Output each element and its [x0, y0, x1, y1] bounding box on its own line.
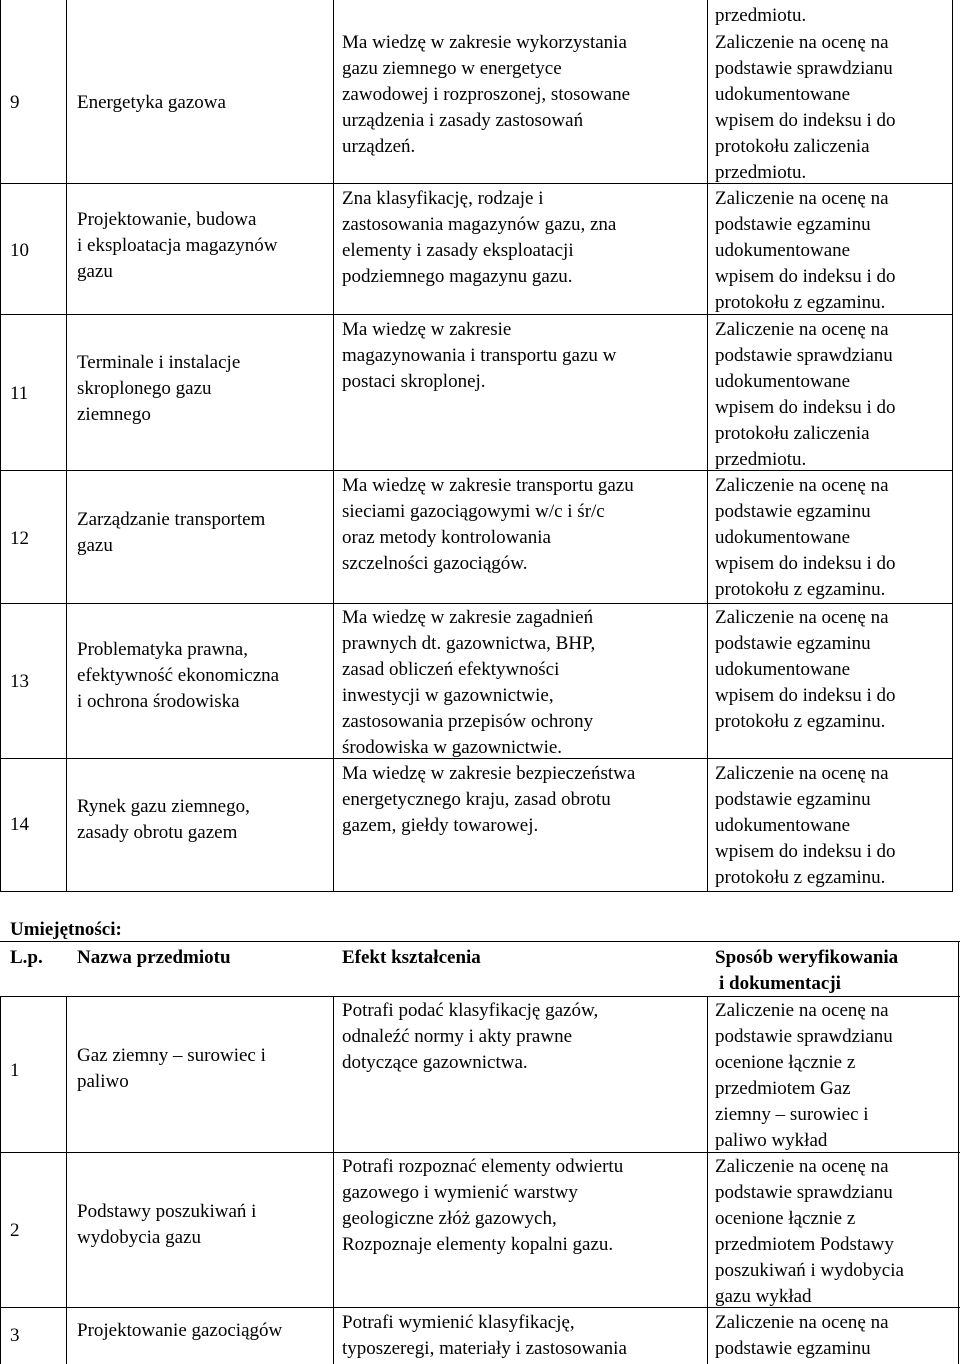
- cell-line: zasad obliczeń efektywności: [342, 659, 560, 680]
- cell-line: skroplonego gazu: [77, 378, 212, 399]
- row-number: 10: [10, 240, 29, 261]
- subject-name: [77, 794, 250, 846]
- cell-line: paliwo: [77, 1071, 129, 1092]
- cell-line: elementy i zasady eksploatacji: [342, 240, 574, 261]
- cell-line: Ma wiedzę w zakresie wykorzystania: [342, 32, 627, 53]
- row-number: 12: [10, 528, 29, 549]
- cell-line: efektywność ekonomiczna: [77, 665, 280, 686]
- cell-line: paliwo wykład: [715, 1130, 828, 1151]
- cell-line: Zaliczenie na ocenę na: [715, 763, 889, 784]
- cell-line: i ochrona środowiska: [77, 691, 240, 712]
- cell-line: przedmiotu.: [715, 449, 807, 470]
- cell-line: Problematyka prawna,: [77, 639, 248, 660]
- verification-cell: [715, 186, 896, 316]
- cell-line: Zaliczenie na ocenę na: [715, 319, 889, 340]
- cell-line: Potrafi rozpoznać elementy odwiertu: [342, 1156, 624, 1177]
- subject-name: [77, 1199, 256, 1251]
- subject-name: [77, 350, 240, 428]
- cell-line: protokołu z egzaminu.: [715, 292, 886, 313]
- subject-name: [77, 90, 226, 116]
- cell-line: protokołu zaliczenia: [715, 136, 870, 157]
- cell-line: dotyczące gazownictwa.: [342, 1052, 528, 1073]
- verification-cell: [715, 1310, 889, 1362]
- verification-cell: [715, 998, 893, 1154]
- cell-line: Ma wiedzę w zakresie zagadnień: [342, 607, 594, 628]
- verification-cell: [715, 30, 896, 186]
- cell-line: podstawie egzaminu: [715, 501, 871, 522]
- cell-line: podstawie egzaminu: [715, 214, 871, 235]
- header-subject-name: Nazwa przedmiotu: [77, 947, 231, 968]
- verification-cell: [715, 761, 896, 891]
- cell-line: wpisem do indeksu i do: [715, 397, 896, 418]
- cell-line: Podstawy poszukiwań i: [77, 1201, 257, 1222]
- cell-line: wpisem do indeksu i do: [715, 553, 896, 574]
- cell-line: podstawie egzaminu: [715, 789, 871, 810]
- cell-line: Rynek gazu ziemnego,: [77, 796, 250, 817]
- cell-line: gazem, giełdy towarowej.: [342, 815, 539, 836]
- cell-line: Rozpoznaje elementy kopalni gazu.: [342, 1234, 614, 1255]
- cell-line: protokołu z egzaminu.: [715, 711, 886, 732]
- cell-line: przedmiotem Gaz: [715, 1078, 851, 1099]
- cell-line: Ma wiedzę w zakresie transportu gazu: [342, 475, 634, 496]
- cell-line: zawodowej i rozproszonej, stosowane: [342, 84, 631, 105]
- cell-line: Ma wiedzę w zakresie: [342, 319, 512, 340]
- subject-name: [77, 1043, 266, 1095]
- cell-line: podstawie egzaminu: [715, 633, 871, 654]
- cell-line: udokumentowane: [715, 527, 851, 548]
- cell-line: magazynowania i transportu gazu w: [342, 345, 617, 366]
- cell-line: wpisem do indeksu i do: [715, 266, 896, 287]
- cell-line: ziemny – surowiec i: [715, 1104, 869, 1125]
- cell-line: udokumentowane: [715, 84, 851, 105]
- cell-line: gazu wykład: [715, 1286, 812, 1307]
- cell-line: wpisem do indeksu i do: [715, 685, 896, 706]
- table-border: [707, 996, 708, 1364]
- row-divider: [0, 603, 953, 604]
- row-number: 13: [10, 671, 29, 692]
- row-number: 1: [10, 1060, 20, 1081]
- row-divider: [0, 891, 953, 892]
- cell-line: ocenione łącznie z: [715, 1052, 856, 1073]
- cell-line: udokumentowane: [715, 371, 851, 392]
- cell-line: Zaliczenie na ocenę na: [715, 607, 889, 628]
- header-lp: L.p.: [10, 947, 43, 968]
- cell-line: oraz metody kontrolowania: [342, 527, 551, 548]
- cell-line: Gaz ziemny – surowiec i: [77, 1045, 266, 1066]
- subject-name: [77, 637, 279, 715]
- subject-name: [77, 507, 265, 559]
- cell-line: udokumentowane: [715, 240, 851, 261]
- learning-effect: [342, 998, 598, 1076]
- learning-effect: [342, 761, 635, 839]
- cell-line: gazu: [77, 535, 113, 556]
- row-number: 9: [10, 92, 20, 113]
- cell-line: Projektowanie gazociągów: [77, 1320, 283, 1341]
- cell-line: Energetyka gazowa: [77, 92, 226, 113]
- row-number: 2: [10, 1220, 20, 1241]
- cell-line: Projektowanie, budowa: [77, 209, 257, 230]
- cell-line: wpisem do indeksu i do: [715, 110, 896, 131]
- cell-line: podstawie sprawdzianu: [715, 58, 893, 79]
- learning-effect: [342, 317, 616, 395]
- cell-line: Zaliczenie na ocenę na: [715, 1312, 889, 1333]
- row-number: 11: [10, 383, 29, 404]
- cell-line: podziemnego magazynu gazu.: [342, 266, 573, 287]
- cell-line: geologiczne złóż gazowych,: [342, 1208, 557, 1229]
- cell-line: przedmiotem Podstawy: [715, 1234, 894, 1255]
- verification-cell: [715, 3, 806, 29]
- verification-cell: [715, 473, 896, 603]
- cell-line: Terminale i instalacje: [77, 352, 241, 373]
- learning-effect: [342, 473, 634, 577]
- cell-line: protokołu z egzaminu.: [715, 867, 886, 888]
- cell-line: środowiska w gazownictwie.: [342, 737, 563, 758]
- cell-line: Zna klasyfikację, rodzaje i: [342, 188, 544, 209]
- cell-line: przedmiotu.: [715, 5, 807, 26]
- cell-line: podstawie egzaminu: [715, 1338, 871, 1359]
- cell-line: ziemnego: [77, 404, 151, 425]
- cell-line: Zaliczenie na ocenę na: [715, 475, 889, 496]
- cell-line: Zaliczenie na ocenę na: [715, 188, 889, 209]
- learning-effect: [342, 605, 595, 761]
- table-border: [958, 941, 959, 1364]
- cell-line: protokołu zaliczenia: [715, 423, 870, 444]
- table-border: [66, 996, 67, 1364]
- learning-effect: [342, 1154, 623, 1258]
- section-heading: Umiejętności:: [10, 919, 122, 940]
- cell-line: podstawie sprawdzianu: [715, 1182, 893, 1203]
- cell-line: zasady obrotu gazem: [77, 822, 238, 843]
- cell-line: Zaliczenie na ocenę na: [715, 1156, 889, 1177]
- cell-line: Sposób weryfikowania: [715, 947, 899, 968]
- cell-line: sieciami gazociągowymi w/c i śr/c: [342, 501, 605, 522]
- cell-line: typoszeregi, materiały i zastosowania: [342, 1338, 627, 1359]
- cell-line: inwestycji w gazownictwie,: [342, 685, 554, 706]
- cell-line: urządzenia i zasady zastosowań: [342, 110, 584, 131]
- cell-line: Potrafi podać klasyfikację gazów,: [342, 1000, 599, 1021]
- cell-line: szczelności gazociągów.: [342, 553, 528, 574]
- verification-cell: [715, 605, 896, 735]
- cell-line: gazu ziemnego w energetyce: [342, 58, 562, 79]
- learning-effect: [342, 1310, 627, 1362]
- cell-line: zastosowania magazynów gazu, zna: [342, 214, 617, 235]
- header-verification: [715, 945, 898, 997]
- cell-line: urządzeń.: [342, 136, 416, 157]
- cell-line: udokumentowane: [715, 815, 851, 836]
- cell-line: gazu: [77, 261, 113, 282]
- subject-name: [77, 1318, 282, 1344]
- cell-line: przedmiotu.: [715, 162, 807, 183]
- row-number: 14: [10, 814, 29, 835]
- table-border: [0, 941, 960, 942]
- cell-line: Ma wiedzę w zakresie bezpieczeństwa: [342, 763, 636, 784]
- cell-line: poszukiwań i wydobycia: [715, 1260, 904, 1281]
- header-learning-effect: Efekt kształcenia: [342, 947, 481, 968]
- learning-effect: [342, 186, 616, 290]
- row-number: 3: [10, 1325, 20, 1346]
- cell-line: i dokumentacji: [719, 973, 841, 994]
- verification-cell: [715, 317, 896, 473]
- cell-line: Zaliczenie na ocenę na: [715, 1000, 889, 1021]
- table-border: [0, 996, 1, 1364]
- cell-line: ocenione łącznie z: [715, 1208, 856, 1229]
- cell-line: podstawie sprawdzianu: [715, 1026, 893, 1047]
- cell-line: prawnych dt. gazownictwa, BHP,: [342, 633, 596, 654]
- table-border: [333, 996, 334, 1364]
- cell-line: gazowego i wymienić warstwy: [342, 1182, 578, 1203]
- cell-line: wpisem do indeksu i do: [715, 841, 896, 862]
- cell-line: zastosowania przepisów ochrony: [342, 711, 594, 732]
- verification-cell: [715, 1154, 904, 1310]
- learning-effect: [342, 30, 630, 160]
- cell-line: energetycznego kraju, zasad obrotu: [342, 789, 611, 810]
- cell-line: Potrafi wymienić klasyfikację,: [342, 1312, 575, 1333]
- cell-line: odnaleźć normy i akty prawne: [342, 1026, 573, 1047]
- cell-line: Zarządzanie transportem: [77, 509, 266, 530]
- cell-line: i eksploatacja magazynów: [77, 235, 278, 256]
- cell-line: protokołu z egzaminu.: [715, 579, 886, 600]
- subject-name: [77, 207, 277, 285]
- cell-line: postaci skroplonej.: [342, 371, 486, 392]
- cell-line: podstawie sprawdzianu: [715, 345, 893, 366]
- cell-line: udokumentowane: [715, 659, 851, 680]
- cell-line: Zaliczenie na ocenę na: [715, 32, 889, 53]
- cell-line: wydobycia gazu: [77, 1227, 201, 1248]
